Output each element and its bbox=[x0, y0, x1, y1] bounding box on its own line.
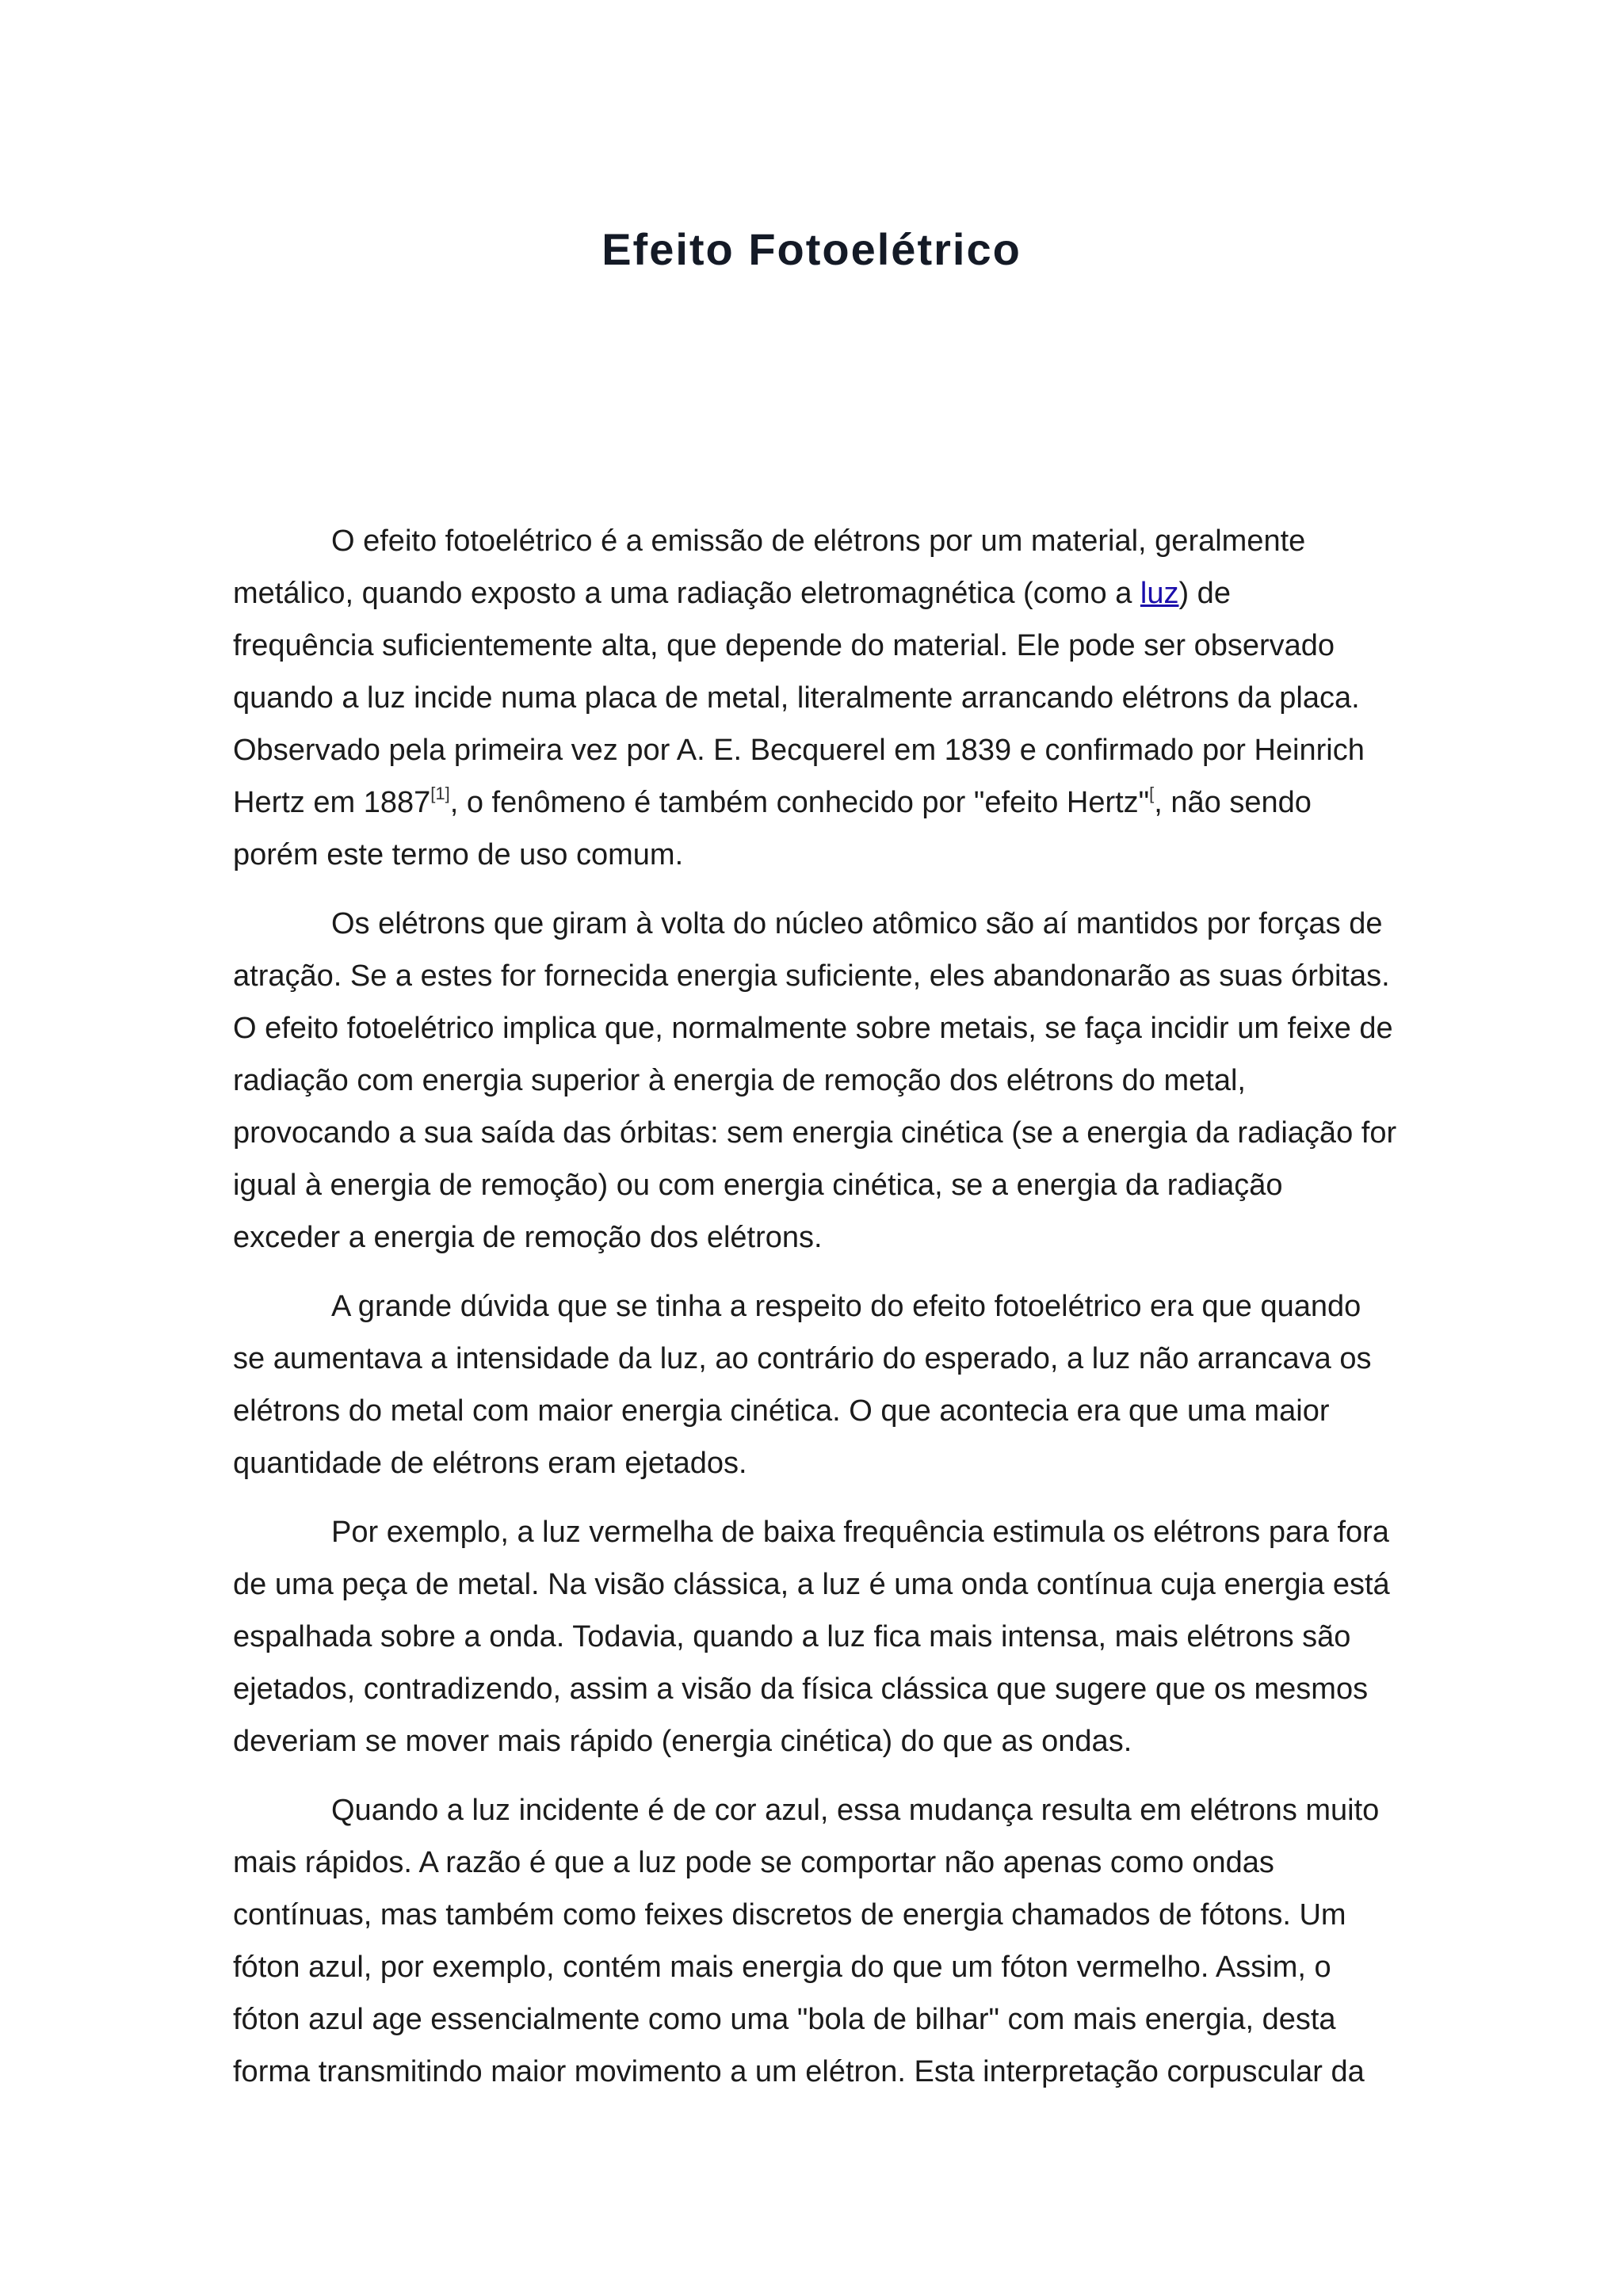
text-segment: ) de bbox=[1178, 577, 1231, 610]
text-line: forma transmitindo maior movimento a um elétron. Esta interpretação corpuscular da bbox=[233, 2055, 1365, 2088]
text-line: radiação com energia superior à energia de remoção dos elétrons do metal, bbox=[233, 1064, 1246, 1097]
document-body bbox=[233, 515, 1422, 2115]
paragraph-3 bbox=[233, 1280, 1422, 1489]
text-line: exceder a energia de remoção dos elétrons. bbox=[233, 1221, 823, 1254]
text-segment: , o fenômeno é também conhecido por "efeito Hertz" bbox=[449, 786, 1150, 819]
text-line: frequência suficientemente alta, que depende do material. Ele pode ser observado bbox=[233, 629, 1335, 662]
paragraph-1 bbox=[233, 515, 1422, 881]
text-line: atração. Se a estes for fornecida energia suficiente, eles abandonarão as suas órbitas. bbox=[233, 959, 1390, 993]
text-line: O efeito fotoelétrico implica que, normalmente sobre metais, se faça incidir um feixe de bbox=[233, 1012, 1393, 1045]
text-segment: , não sendo bbox=[1154, 786, 1312, 819]
text-line: O efeito fotoelétrico é a emissão de elétrons por um material, geralmente bbox=[331, 524, 1306, 558]
paragraph-5 bbox=[233, 1784, 1422, 2098]
text-segment: Hertz em 1887 bbox=[233, 786, 431, 819]
text-line: Quando a luz incidente é de cor azul, essa mudança resulta em elétrons muito bbox=[331, 1794, 1380, 1827]
footnote-ref-1[interactable]: [1] bbox=[430, 784, 450, 803]
luz-link[interactable]: luz bbox=[1140, 577, 1179, 610]
footnote-ref-2[interactable]: [ bbox=[1149, 784, 1155, 803]
text-line: Observado pela primeira vez por A. E. Becquerel em 1839 e confirmado por Heinrich bbox=[233, 734, 1365, 767]
paragraph-4 bbox=[233, 1506, 1422, 1768]
text-line: elétrons do metal com maior energia cinética. O que acontecia era que uma maior bbox=[233, 1394, 1330, 1428]
text-line: quando a luz incide numa placa de metal, literalmente arrancando elétrons da placa. bbox=[233, 681, 1360, 715]
text-line: contínuas, mas também como feixes discretos de energia chamados de fótons. Um bbox=[233, 1898, 1346, 1932]
paragraph-2 bbox=[233, 898, 1422, 1264]
text-line: igual à energia de remoção) ou com energia cinética, se a energia da radiação bbox=[233, 1169, 1283, 1202]
text-line: mais rápidos. A razão é que a luz pode se comportar não apenas como ondas bbox=[233, 1846, 1274, 1879]
text-line: fóton azul age essencialmente como uma "bola de bilhar" com mais energia, desta bbox=[233, 2003, 1336, 2036]
text-line: fóton azul, por exemplo, contém mais energia do que um fóton vermelho. Assim, o bbox=[233, 1951, 1331, 1984]
text-line: quantidade de elétrons eram ejetados. bbox=[233, 1447, 747, 1480]
text-line: deveriam se mover mais rápido (energia cinética) do que as ondas. bbox=[233, 1725, 1132, 1758]
text-line: de uma peça de metal. Na visão clássica, a luz é uma onda contínua cuja energia está bbox=[233, 1568, 1390, 1601]
text-line: ejetados, contradizendo, assim a visão da física clássica que sugere que os mesmos bbox=[233, 1672, 1369, 1706]
text-line-with-refs bbox=[233, 776, 1422, 829]
text-line: Por exemplo, a luz vermelha de baixa frequência estimula os elétrons para fora bbox=[331, 1516, 1389, 1549]
text-segment: metálico, quando exposto a uma radiação eletromagnética (como a bbox=[233, 577, 1140, 610]
text-line-with-link bbox=[233, 567, 1422, 620]
text-line: se aumentava a intensidade da luz, ao contrário do esperado, a luz não arrancava os bbox=[233, 1342, 1372, 1375]
text-line: A grande dúvida que se tinha a respeito do efeito fotoelétrico era que quando bbox=[331, 1290, 1361, 1323]
text-line: porém este termo de uso comum. bbox=[233, 838, 684, 871]
text-line: provocando a sua saída das órbitas: sem energia cinética (se a energia da radiação for bbox=[233, 1116, 1397, 1150]
text-line: espalhada sobre a onda. Todavia, quando a luz fica mais intensa, mais elétrons são bbox=[233, 1620, 1351, 1653]
text-line: Os elétrons que giram à volta do núcleo atômico são aí mantidos por forças de bbox=[331, 907, 1383, 940]
document-title: Efeito Fotoelétrico bbox=[601, 224, 1022, 274]
